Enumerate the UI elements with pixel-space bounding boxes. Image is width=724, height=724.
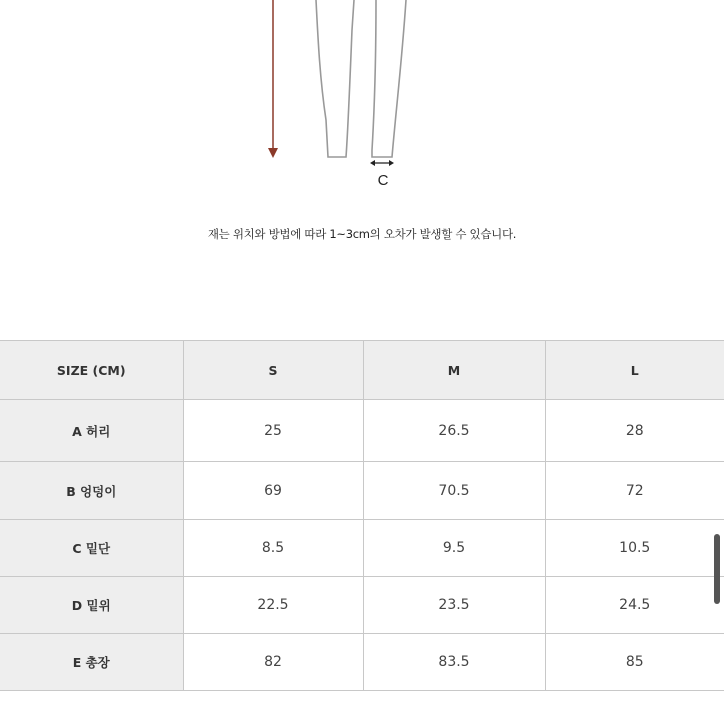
cell-value: 25 bbox=[183, 400, 363, 462]
cell-value: 10.5 bbox=[545, 520, 724, 577]
cell-value: 82 bbox=[183, 634, 363, 691]
header-s: S bbox=[183, 341, 363, 400]
cell-value: 72 bbox=[545, 462, 724, 520]
table-row bbox=[0, 577, 724, 634]
cell-value: 24.5 bbox=[545, 577, 724, 634]
cell-value: 69 bbox=[183, 462, 363, 520]
scrollbar-thumb[interactable] bbox=[714, 534, 720, 604]
header-size: SIZE (CM) bbox=[0, 341, 183, 400]
cell-value: 83.5 bbox=[363, 634, 545, 691]
row-label: C 밑단 bbox=[0, 520, 183, 577]
cell-value: 22.5 bbox=[183, 577, 363, 634]
hem-arrow-left bbox=[370, 160, 375, 166]
table-row bbox=[0, 520, 724, 577]
table-row bbox=[0, 400, 724, 462]
cell-value: 85 bbox=[545, 634, 724, 691]
cell-value: 9.5 bbox=[363, 520, 545, 577]
length-arrow-head bbox=[268, 148, 278, 158]
row-label: D 밑위 bbox=[0, 577, 183, 634]
row-label: E 총장 bbox=[0, 634, 183, 691]
row-label: B 엉덩이 bbox=[0, 462, 183, 520]
header-m: M bbox=[363, 341, 545, 400]
cell-value: 23.5 bbox=[363, 577, 545, 634]
cell-value: 8.5 bbox=[183, 520, 363, 577]
left-leg-outline bbox=[316, 0, 354, 157]
table-header-row bbox=[0, 341, 724, 400]
cell-value: 28 bbox=[545, 400, 724, 462]
cell-value: 70.5 bbox=[363, 462, 545, 520]
size-table bbox=[0, 340, 724, 691]
measurement-note: 재는 위치와 방법에 따라 1~3cm의 오차가 발생할 수 있습니다. bbox=[207, 227, 517, 241]
row-label: A 허리 bbox=[0, 400, 183, 462]
leggings-diagram bbox=[0, 0, 724, 200]
hem-arrow-right bbox=[389, 160, 394, 166]
header-l: L bbox=[545, 341, 724, 400]
cell-value: 26.5 bbox=[363, 400, 545, 462]
right-leg-outline bbox=[372, 0, 406, 157]
table-row bbox=[0, 634, 724, 691]
table-row bbox=[0, 462, 724, 520]
label-c: C bbox=[377, 172, 389, 189]
